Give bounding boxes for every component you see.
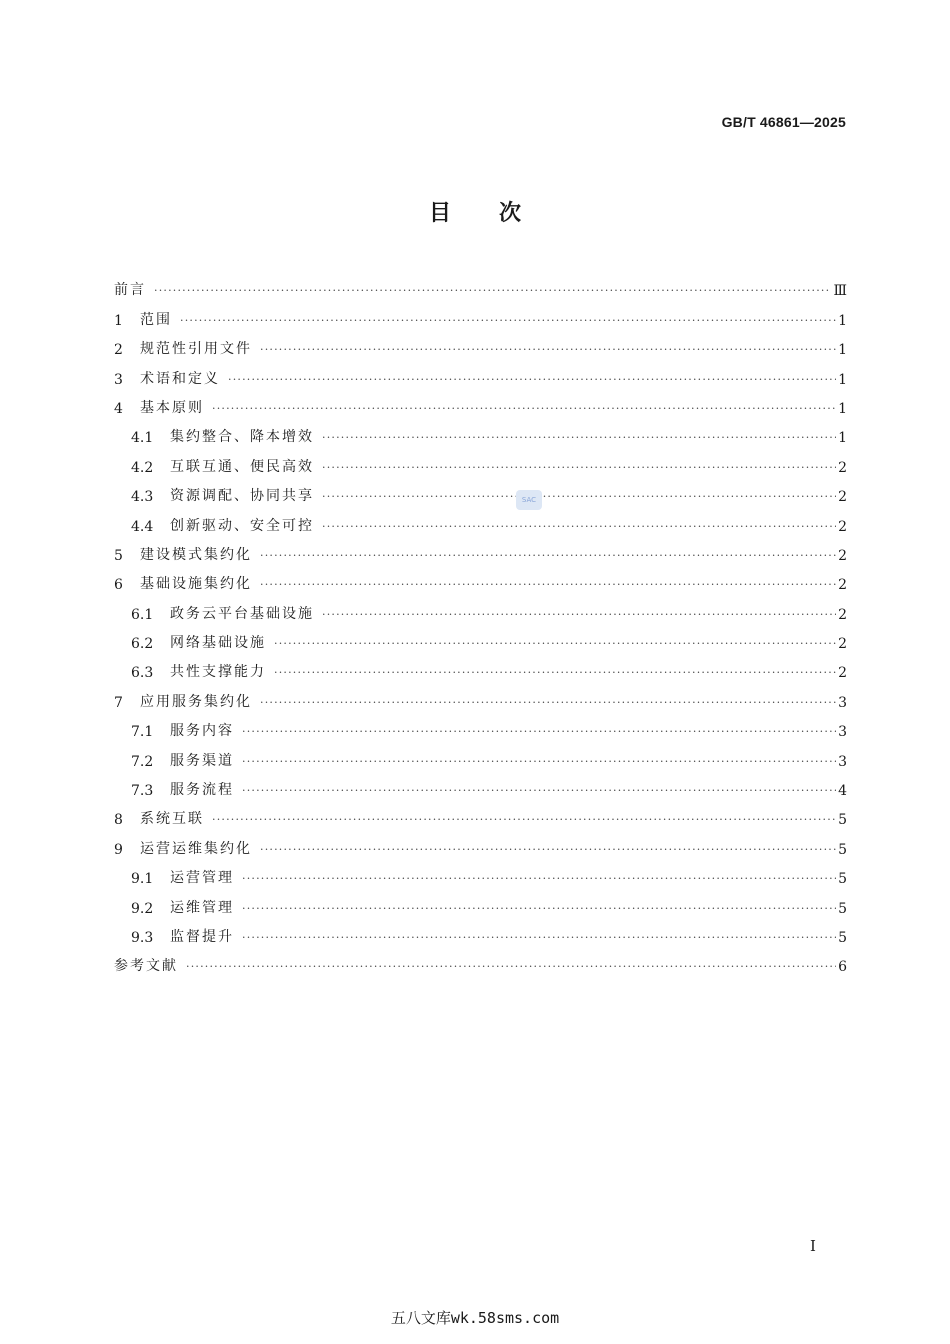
toc-dot-leader — [242, 871, 836, 887]
toc-entry-title: 服务内容 — [170, 723, 234, 740]
toc-dot-leader — [260, 342, 836, 358]
toc-entry-title: 监督提升 — [170, 928, 234, 945]
toc-entry-title: 共性支撑能力 — [170, 664, 266, 681]
toc-entry-page: 1 — [838, 371, 847, 388]
toc-entry[interactable] — [114, 652, 847, 681]
toc-dot-leader — [322, 519, 836, 535]
toc-dot-leader — [260, 842, 836, 858]
toc-entry-number: 9.2 — [131, 900, 154, 917]
toc-dot-leader — [242, 930, 836, 946]
toc-entry[interactable] — [114, 681, 847, 710]
toc-entry-number: 6.3 — [131, 665, 154, 682]
page-title: 目次 — [428, 201, 569, 226]
toc-dot-leader — [212, 812, 836, 828]
toc-entry-title: 前言 — [114, 282, 146, 299]
toc-entry-title: 建设模式集约化 — [140, 546, 252, 563]
toc-entry[interactable] — [114, 329, 847, 358]
toc-entry-title: 服务流程 — [170, 782, 234, 799]
toc-entry-page: 2 — [838, 547, 847, 564]
toc-entry-title: 基本原则 — [140, 399, 204, 416]
toc-dot-leader — [274, 636, 836, 652]
toc-entry[interactable] — [114, 270, 847, 299]
toc-entry[interactable] — [114, 505, 847, 534]
toc-entry-page: 1 — [838, 312, 847, 329]
toc-entry-number: 4.2 — [131, 459, 154, 476]
toc-entry-page: 3 — [838, 724, 847, 741]
toc-entry[interactable] — [114, 564, 847, 593]
toc-entry-page: Ⅲ — [833, 283, 847, 300]
toc-entry[interactable] — [114, 476, 847, 505]
toc-entry[interactable] — [114, 535, 847, 564]
toc-dot-leader — [242, 783, 836, 799]
toc-entry-number: 5 — [114, 547, 123, 564]
toc-entry-number: 3 — [114, 371, 123, 388]
toc-entry[interactable] — [114, 917, 847, 946]
toc-entry[interactable] — [114, 887, 847, 916]
toc-entry-page: 2 — [838, 665, 847, 682]
toc-entry-title: 参考文献 — [114, 958, 178, 975]
toc-entry-title: 网络基础设施 — [170, 635, 266, 652]
toc-entry[interactable] — [114, 858, 847, 887]
standard-code: GB/T 46861—2025 — [721, 114, 846, 130]
toc-entry-title: 范围 — [140, 311, 172, 328]
toc-dot-leader — [322, 489, 836, 505]
toc-entry-number: 6 — [114, 577, 123, 594]
toc-entry-number: 6.1 — [131, 606, 154, 623]
toc-entry[interactable] — [114, 446, 847, 475]
toc-dot-leader — [274, 665, 836, 681]
toc-dot-leader — [186, 959, 836, 975]
toc-entry-title: 集约整合、降本增效 — [170, 429, 314, 446]
toc-entry-title: 运营运维集约化 — [140, 840, 252, 857]
toc-entry-number: 4.4 — [131, 518, 154, 535]
toc-entry-title: 资源调配、协同共享 — [170, 488, 314, 505]
toc-entry-number: 4.3 — [131, 489, 154, 506]
toc-entry[interactable] — [114, 299, 847, 328]
toc-entry-page: 2 — [838, 636, 847, 653]
toc-entry-page: 2 — [838, 459, 847, 476]
toc-entry[interactable] — [114, 770, 847, 799]
toc-entry-title: 术语和定义 — [140, 370, 220, 387]
toc-entry-page: 5 — [838, 929, 847, 946]
toc-entry[interactable] — [114, 946, 847, 975]
toc-entry[interactable] — [114, 740, 847, 769]
sac-watermark: SAC — [516, 490, 542, 510]
toc-entry-title: 运营管理 — [170, 870, 234, 887]
toc-entry-page: 2 — [838, 606, 847, 623]
toc-entry-page: 5 — [838, 812, 847, 829]
toc-entry-number: 7.3 — [131, 783, 154, 800]
toc-entry-page: 6 — [838, 959, 847, 976]
toc-entry-page: 5 — [838, 900, 847, 917]
toc-entry-number: 7.1 — [131, 724, 154, 741]
toc-entry-title: 系统互联 — [140, 811, 204, 828]
toc-dot-leader — [180, 313, 836, 329]
toc-entry-title: 政务云平台基础设施 — [170, 605, 314, 622]
toc-entry-title: 应用服务集约化 — [140, 693, 252, 710]
toc-entry[interactable] — [114, 593, 847, 622]
toc-dot-leader — [154, 283, 831, 299]
toc-entry-page: 5 — [838, 841, 847, 858]
toc-entry-number: 8 — [114, 812, 123, 829]
toc-dot-leader — [322, 430, 836, 446]
toc-dot-leader — [260, 695, 836, 711]
toc-entry-number: 6.2 — [131, 636, 154, 653]
toc-entry[interactable] — [114, 623, 847, 652]
toc-entry-number: 9 — [114, 841, 123, 858]
toc-entry-number: 4 — [114, 400, 123, 417]
toc-dot-leader — [322, 460, 836, 476]
toc-entry[interactable] — [114, 388, 847, 417]
toc-entry-number: 9.1 — [131, 871, 154, 888]
toc-entry-page: 1 — [838, 430, 847, 447]
toc-entry-page: 2 — [838, 489, 847, 506]
toc-entry[interactable] — [114, 358, 847, 387]
toc-dot-leader — [212, 401, 836, 417]
toc-dot-leader — [242, 724, 836, 740]
toc-dot-leader — [242, 901, 836, 917]
toc-entry-title: 互联互通、便民高效 — [170, 458, 314, 475]
toc-entry-title: 创新驱动、安全可控 — [170, 517, 314, 534]
table-of-contents — [114, 270, 847, 975]
toc-entry-page: 4 — [838, 783, 847, 800]
toc-dot-leader — [260, 548, 836, 564]
toc-entry-number: 7.2 — [131, 753, 154, 770]
toc-dot-leader — [322, 607, 836, 623]
toc-entry[interactable] — [114, 417, 847, 446]
toc-entry[interactable] — [114, 828, 847, 857]
toc-entry-number: 2 — [114, 342, 123, 359]
toc-entry-page: 2 — [838, 577, 847, 594]
toc-entry-page: 3 — [838, 753, 847, 770]
toc-entry[interactable] — [114, 711, 847, 740]
footer-watermark-text: 五八文库wk.58sms.com — [390, 1309, 560, 1327]
toc-entry-page: 2 — [838, 518, 847, 535]
toc-entry-number: 4.1 — [131, 430, 154, 447]
toc-dot-leader — [260, 577, 836, 593]
toc-dot-leader — [242, 754, 836, 770]
toc-entry-title: 基础设施集约化 — [140, 576, 252, 593]
toc-entry-title: 服务渠道 — [170, 752, 234, 769]
toc-entry-page: 3 — [838, 694, 847, 711]
toc-entry[interactable] — [114, 799, 847, 828]
toc-entry-number: 1 — [114, 312, 123, 329]
toc-entry-page: 5 — [838, 871, 847, 888]
toc-entry-page: 1 — [838, 342, 847, 359]
page-number: Ⅰ — [810, 1237, 816, 1255]
toc-entry-number: 7 — [114, 694, 123, 711]
toc-entry-title: 规范性引用文件 — [140, 341, 252, 358]
toc-entry-page: 1 — [838, 400, 847, 417]
toc-dot-leader — [228, 372, 836, 388]
toc-entry-title: 运维管理 — [170, 899, 234, 916]
toc-entry-number: 9.3 — [131, 929, 154, 946]
